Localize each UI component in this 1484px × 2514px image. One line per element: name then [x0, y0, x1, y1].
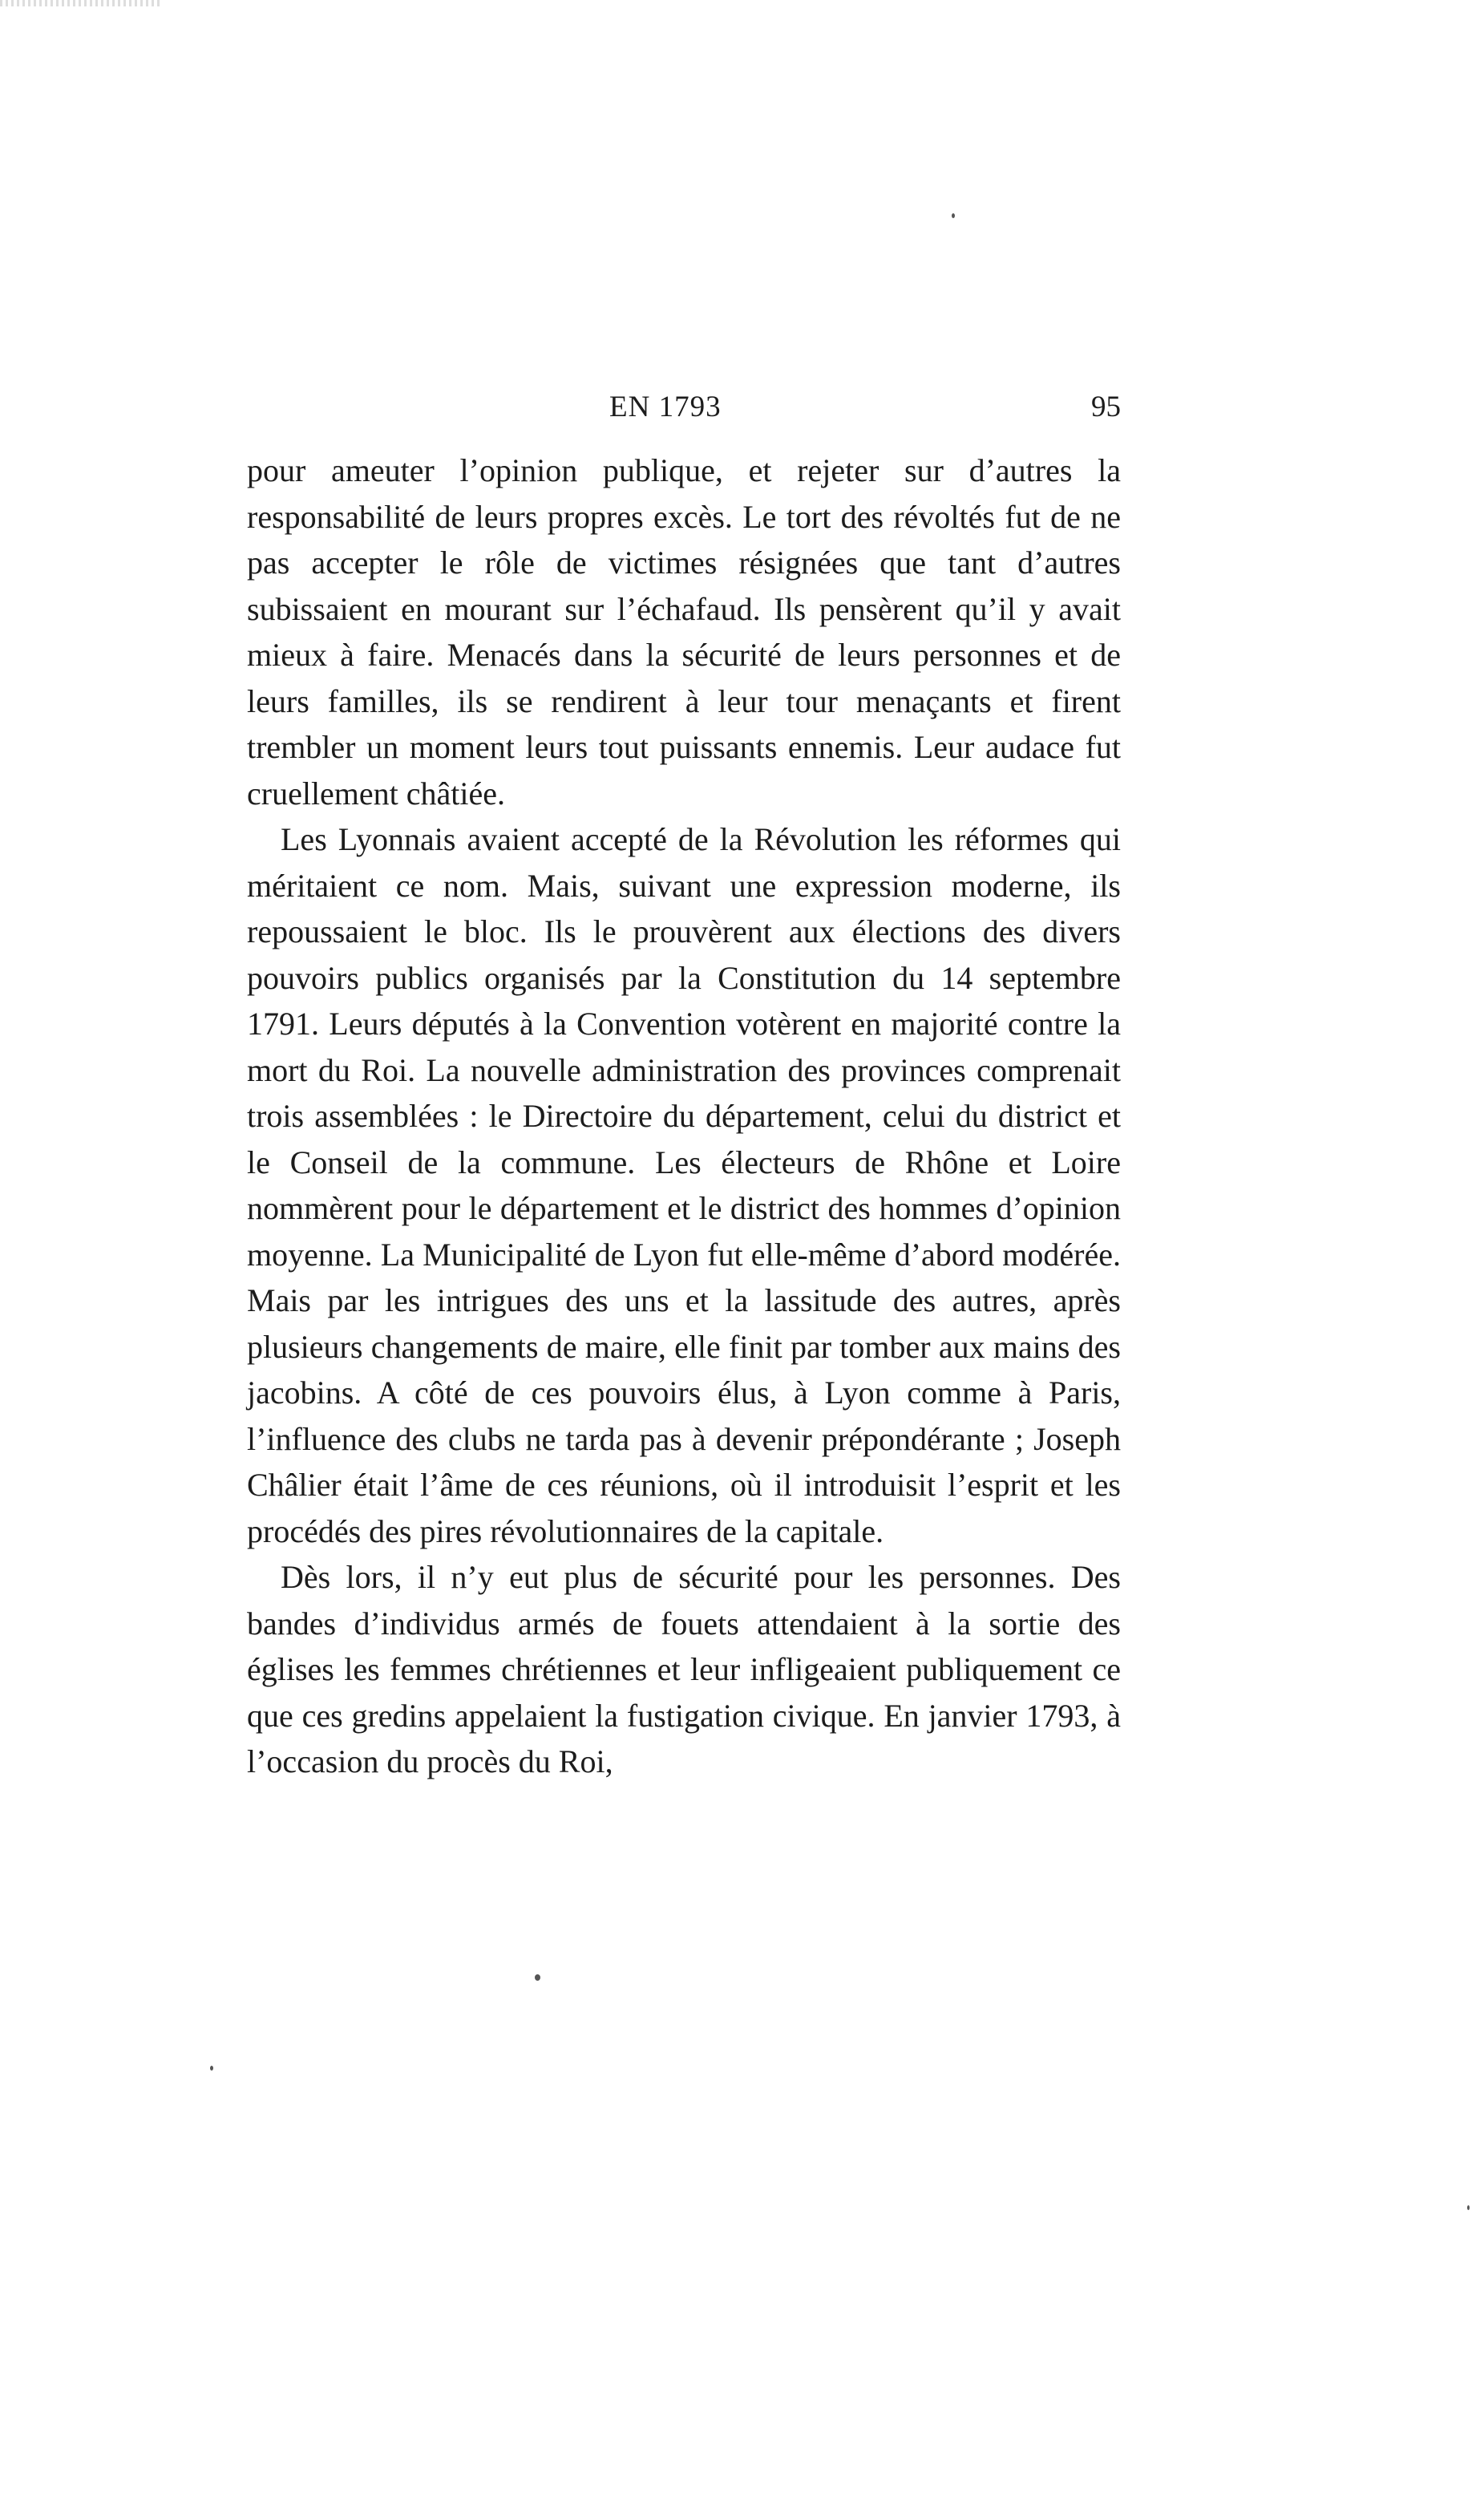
ink-speck	[952, 213, 955, 218]
paragraph-continued: pour ameuter l’opinion publique, et rejeter sur d’autres la responsabilité de leurs propres excès. Le tort des révoltés fut de ne pas accepter le rôle de victimes résignées que tant d’autres subissaient en mourant sur l’échafaud. Ils pensèrent qu’il y avait mieux à faire. Menacés dans la sécurité de leurs personnes et de leurs familles, ils se rendirent à leur tour menaçants et firent trembler un moment leurs tout puissants ennemis. Leur audace fut cruellement châtiée.	[247, 452, 1121, 812]
ink-speck	[210, 2066, 213, 2071]
page-number: 95	[1091, 391, 1121, 423]
body-text	[247, 447, 1121, 1785]
paragraph-des-lors: Dès lors, il n’y eut plus de sécurité pour les personnes. Des bandes d’individus armés de fouets attendaient à la sortie des églises les femmes chrétiennes et leur infligeaient publiquement ce que ces gredins appelaient la fustigation civique. En janvier 1793, à l’occasion du procès du Roi,	[247, 1559, 1121, 1779]
ink-speck	[1467, 2205, 1470, 2210]
paragraph-lyonnais: Les Lyonnais avaient accepté de la Révolution les réformes qui méritaient ce nom. Mais, suivant une expression moderne, ils repoussaient le bloc. Ils le prouvèrent aux élections des divers pouvoirs publics organisés par la Constitution du 14 septembre 1791. Leurs députés à la Convention votèrent en majorité contre la mort du Roi. La nouvelle administration des provinces comprenait trois assemblées : le Directoire du département, celui du district et le Conseil de la commune. Les électeurs de Rhône et Loire nommèrent pour le département et le district des hommes d’opinion moyenne. La Municipalité de Lyon fut elle-même d’abord modérée. Mais par les intrigues des uns et la lassitude des autres, après plusieurs changements de maire, elle finit par tomber aux mains des jacobins. A côté de ces pouvoirs élus, à Lyon comme à Paris, l’influence des clubs ne tarda pas à devenir prépondérante ; Joseph Châlier était l’âme de ces réunions, où il introduisit l’esprit et les procédés des pires révolutionnaires de la capitale.	[247, 821, 1121, 1549]
scan-edge-noise	[0, 0, 160, 6]
ink-speck	[535, 1974, 540, 1981]
running-head	[247, 390, 1121, 425]
running-title: EN 1793	[609, 391, 722, 423]
